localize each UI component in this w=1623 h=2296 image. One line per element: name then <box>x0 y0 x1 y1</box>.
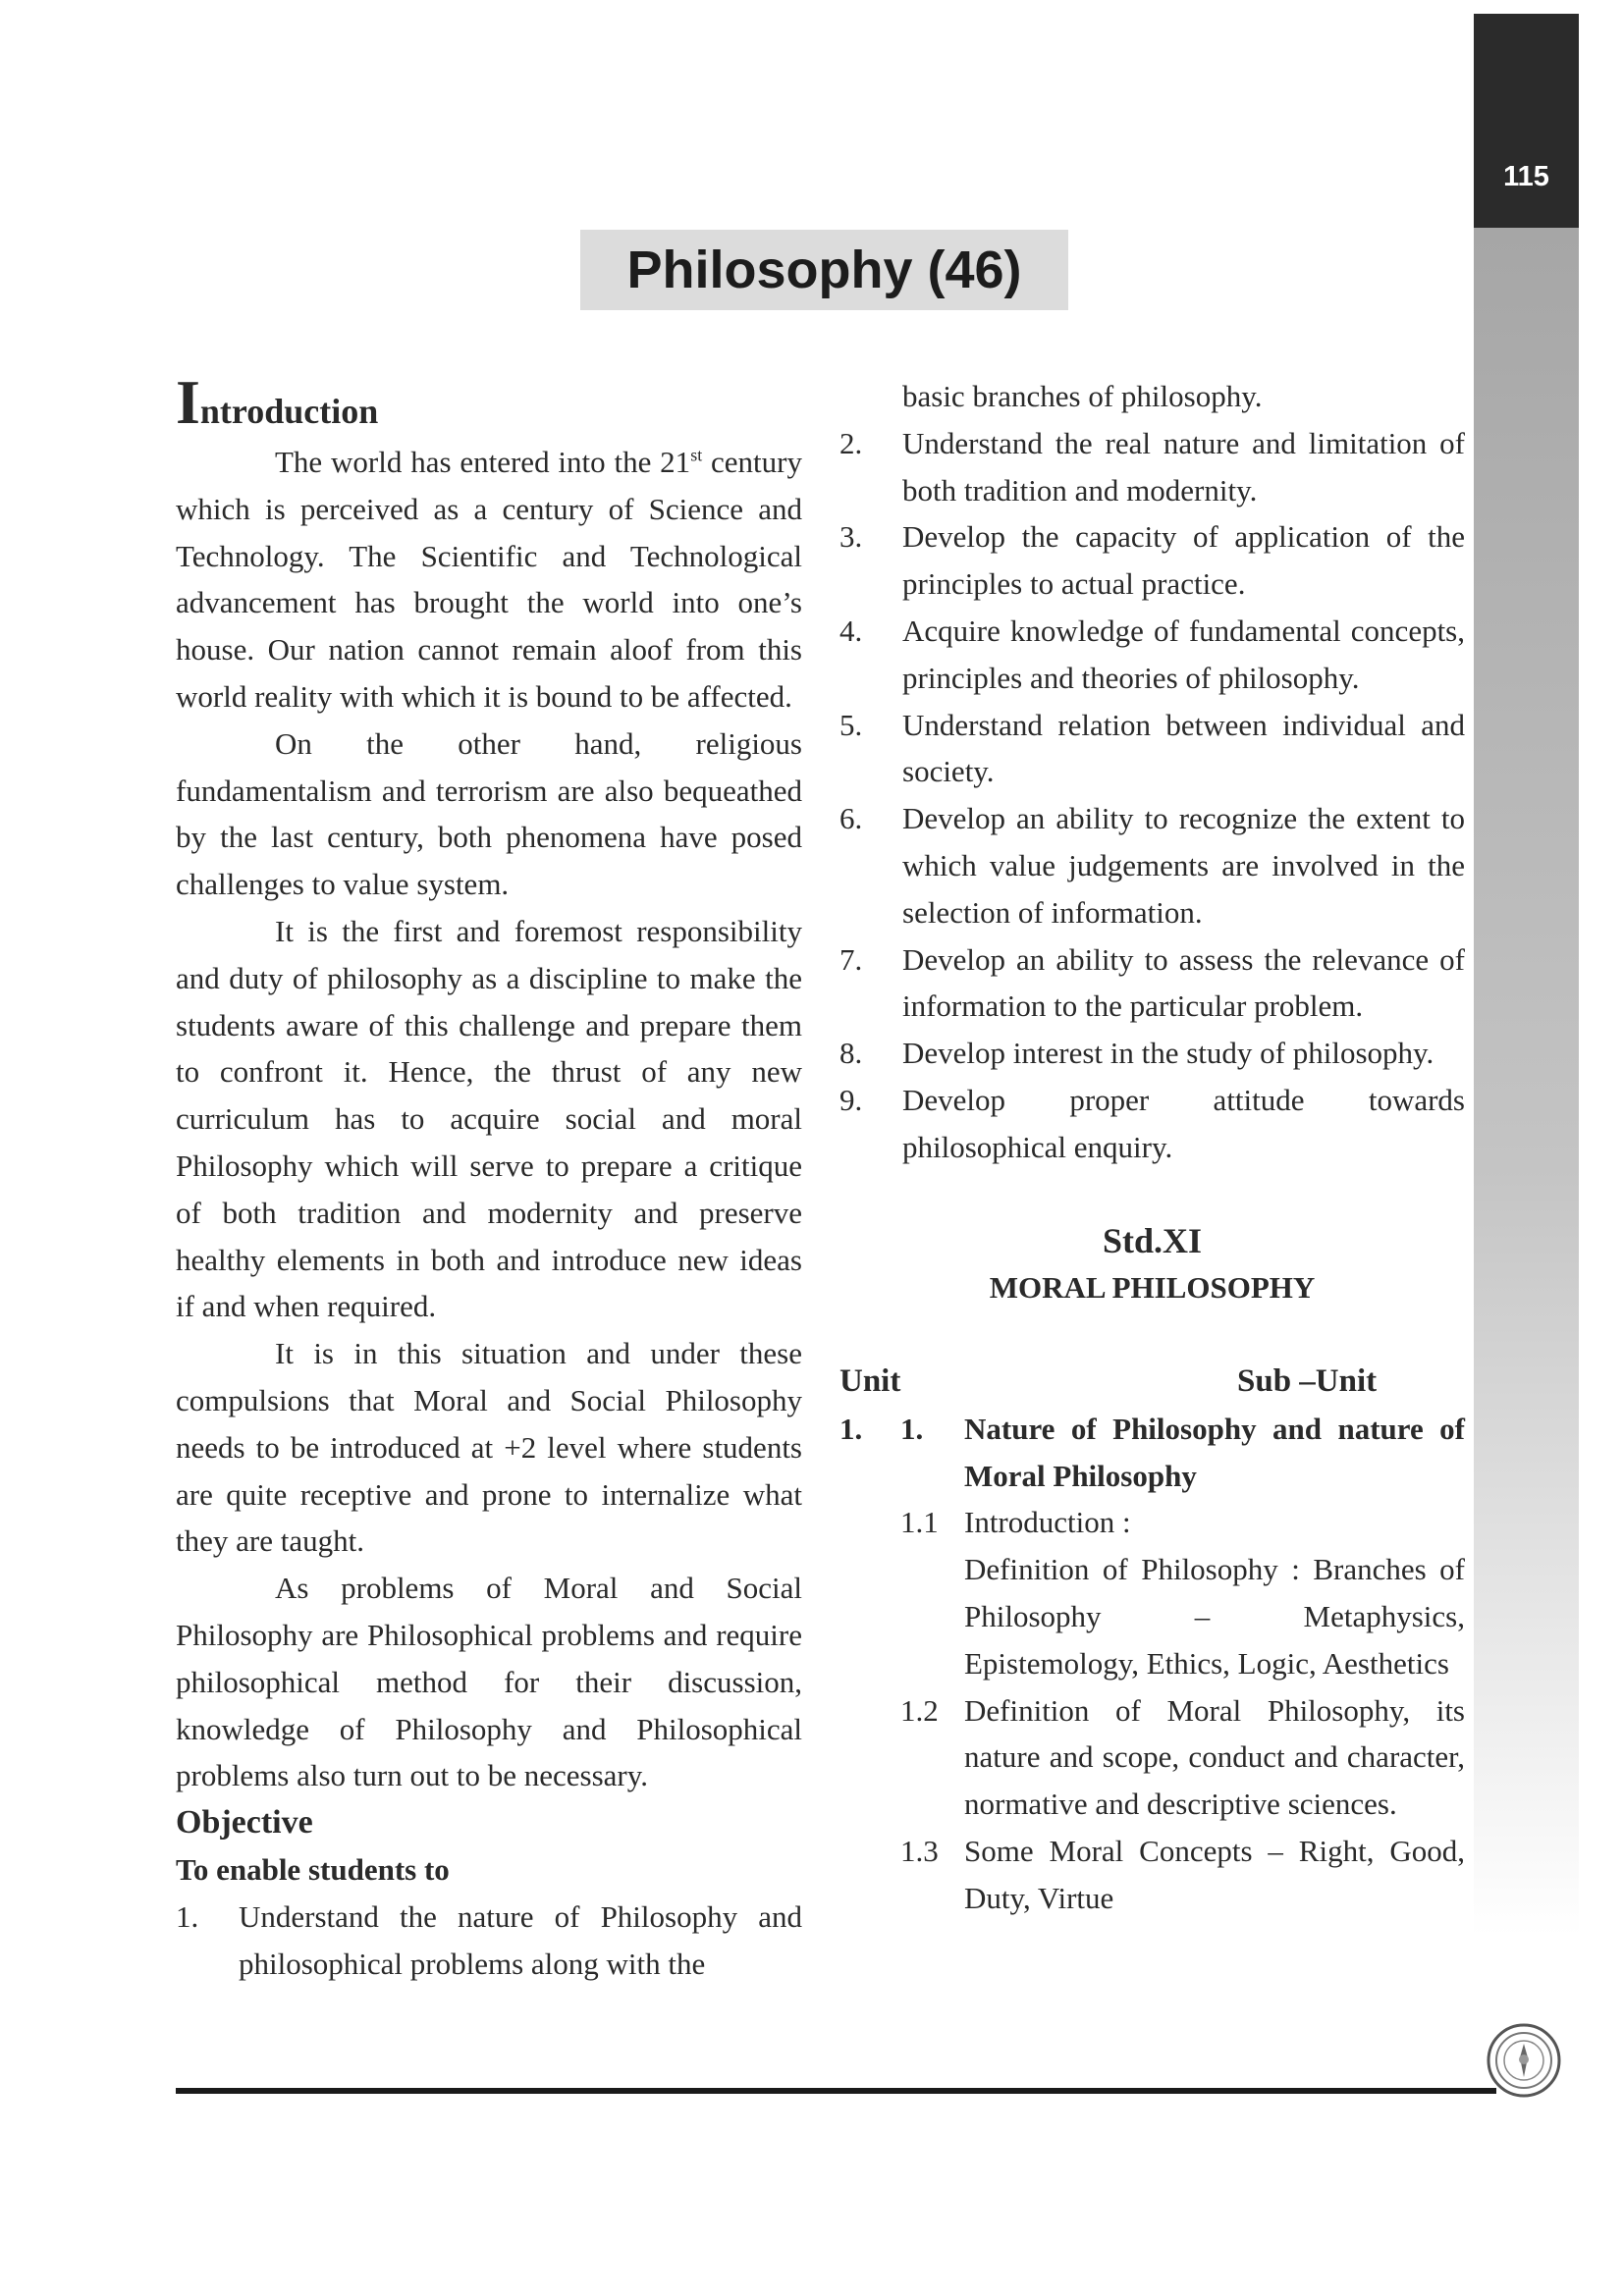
emblem-seal-icon <box>1486 2022 1562 2099</box>
unit-number: 1. <box>839 1411 863 1446</box>
subunit-text: Introduction : <box>964 1505 1131 1540</box>
introduction-heading <box>176 367 802 439</box>
subunit-number: 1.2 <box>900 1692 939 1728</box>
intro-paragraph-4: It is in this situation and under these compulsions that Moral and Social Philosophy needs to be introduced at +2 level where students are quite receptive and prone to internalize what they are taught. <box>176 1336 802 1559</box>
objective-number: 4. <box>839 613 863 648</box>
unit-1-title <box>839 1406 1465 1500</box>
subunit-number: 1.1 <box>900 1505 939 1540</box>
unit-label: Unit <box>839 1362 901 1399</box>
subunit-label: Sub –Unit <box>1237 1362 1378 1399</box>
subunit-1-1-detail <box>839 1546 1465 1686</box>
objective-number: 2. <box>839 425 863 460</box>
objective-item-5 <box>839 702 1465 796</box>
objective-text: Develop an ability to assess the relevance of information to the particular problem. <box>902 941 1465 1024</box>
objective-text: basic branches of philosophy. <box>902 379 1263 413</box>
objective-number: 6. <box>839 801 863 836</box>
subunit-text: Definition of Philosophy : Branches of Philosophy – Metaphysics, Epistemology, Ethics, Logic, Aesthetics <box>964 1552 1465 1681</box>
right-column <box>839 373 1465 1922</box>
subunit-number: 1.3 <box>900 1833 939 1868</box>
subunit-1-2 <box>839 1687 1465 1828</box>
objective-item-2 <box>839 420 1465 514</box>
intro-paragraph-5: As problems of Moral and Social Philosophy are Philosophical problems and require philosophical method for their discussion, knowledge of Philosophy and Philosophical problems also turn out to be necessary. <box>176 1571 802 1793</box>
intro-heading-rest: ntroduction <box>199 392 379 431</box>
objective-number: 8. <box>839 1036 863 1071</box>
objective-text: Understand the nature of Philosophy and philosophical problems along with the <box>239 1898 802 1981</box>
unit-sub-number: 1. <box>900 1411 924 1446</box>
subunit-text: Definition of Moral Philosophy, its nature and scope, conduct and character, normative and descriptive sciences. <box>964 1692 1465 1822</box>
intro-initial: I <box>176 367 200 437</box>
objective-subheading: To enable students to <box>176 1851 450 1887</box>
objective-item-6 <box>839 795 1465 935</box>
objective-heading: Objective <box>176 1804 313 1842</box>
objective-item-3 <box>839 513 1465 608</box>
std-heading: Std.XI <box>1102 1221 1203 1261</box>
subunit-1-3 <box>839 1828 1465 1922</box>
objective-text: Understand the real nature and limitation of both tradition and modernity. <box>902 425 1465 507</box>
objective-text: Develop proper attitude towards philosophical enquiry. <box>902 1082 1465 1164</box>
para1-superscript: st <box>690 445 703 465</box>
std-subheading: MORAL PHILOSOPHY <box>989 1270 1316 1306</box>
para1-end: century which is perceived as a century of Science and Technology. The Scientific and Technological advancement has brought the world into one’s house. Our nation cannot remain aloof from this world reality with which it is bound to be affected. <box>176 445 802 714</box>
objective-text: Acquire knowledge of fundamental concepts, principles and theories of philosophy. <box>902 613 1465 695</box>
objective-number: 3. <box>839 519 863 555</box>
objective-item-8 <box>839 1030 1465 1077</box>
intro-paragraph-1 <box>176 439 802 721</box>
page-tab-grey <box>1474 228 1579 1936</box>
objective-text: Develop an ability to recognize the extent to which value judgements are involved in the selection of information. <box>902 801 1465 930</box>
objective-text: Develop interest in the study of philosophy. <box>902 1036 1434 1071</box>
intro-paragraph-2: On the other hand, religious fundamentalism and terrorism are also bequeathed by the last century, both phenomena have posed challenges to value system. <box>176 725 802 902</box>
objective-item-1-continued <box>839 373 1465 420</box>
objective-item-4 <box>839 608 1465 702</box>
objective-number: 9. <box>839 1082 863 1117</box>
subunit-1-1 <box>839 1499 1465 1546</box>
page-number: 115 <box>1503 161 1549 192</box>
para1-start: The world has entered into the 21 <box>275 445 691 479</box>
objective-text: Understand relation between individual and society. <box>902 707 1465 789</box>
objective-text: Develop the capacity of application of the principles to actual practice. <box>902 519 1465 602</box>
left-column <box>176 367 802 1987</box>
page-title: Philosophy (46) <box>626 240 1022 299</box>
objective-item-1 <box>176 1894 802 1988</box>
objective-number: 5. <box>839 707 863 742</box>
objective-item-7 <box>839 936 1465 1031</box>
spacer <box>839 1311 1465 1359</box>
objective-number: 1. <box>176 1898 199 1934</box>
subunit-text: Some Moral Concepts – Right, Good, Duty, Virtue <box>964 1833 1465 1915</box>
bottom-rule <box>176 2088 1496 2094</box>
intro-paragraph-3: It is the first and foremost responsibility and duty of philosophy as a discipline to make the students aware of this challenge and prepare them to confront it. Hence, the thrust of any new curriculum has to acquire social and moral Philosophy which will serve to prepare a critique of both tradition and modernity and preserve healthy elements in both and introduce new ideas if and when required. <box>176 913 802 1324</box>
title-box <box>580 230 1068 310</box>
objective-item-9 <box>839 1077 1465 1171</box>
unit-title: Nature of Philosophy and nature of Moral Philosophy <box>964 1411 1465 1493</box>
spacer <box>839 1171 1465 1218</box>
objective-number: 7. <box>839 941 863 977</box>
unit-header <box>839 1359 1465 1406</box>
